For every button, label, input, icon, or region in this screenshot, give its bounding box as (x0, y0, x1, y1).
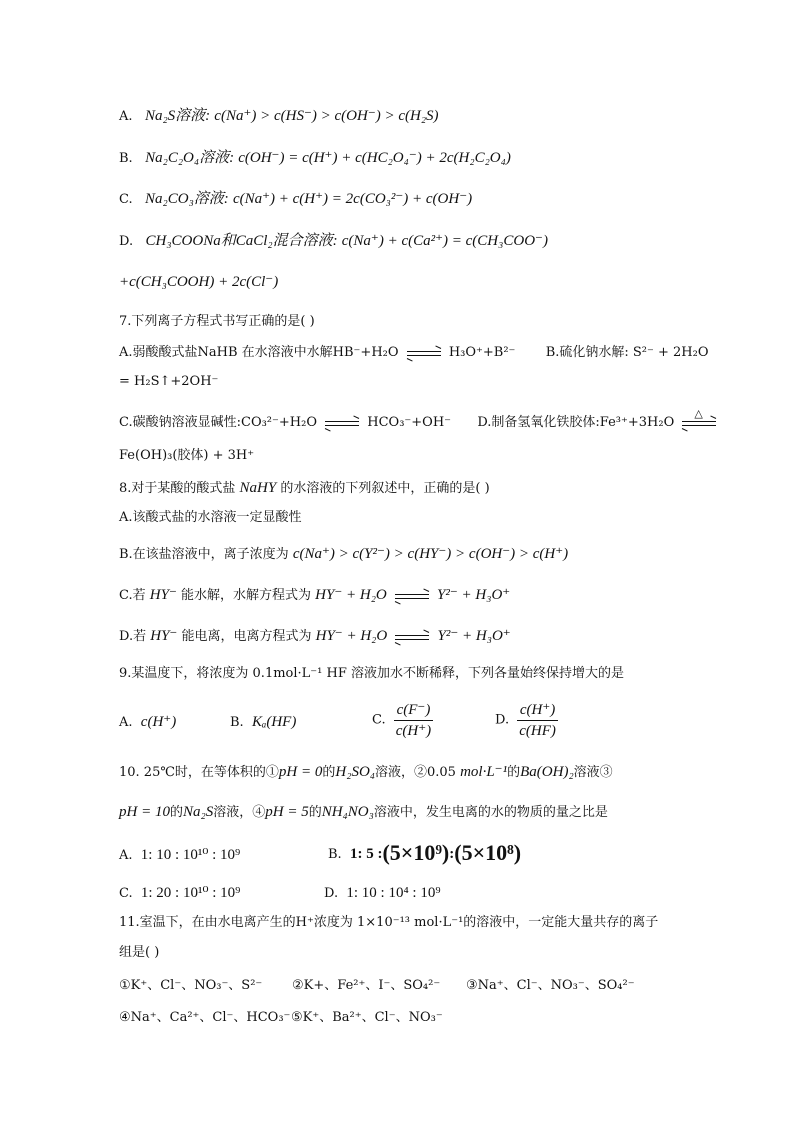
q10-option-a: A. 1: 10 : 10¹⁰ : 10⁹ (119, 847, 241, 863)
q11-option-2: ②K+、Fe²⁺、I⁻、SO₄²⁻ (292, 978, 441, 993)
q9-option-b: B. Kₐ(HF) (230, 714, 297, 730)
q6-option-a: A. Na₂S溶液: c(Na⁺) > c(HS⁻) > c(OH⁻) > c(H₂S) (119, 108, 439, 124)
q11-stem-line2: 组是( ) (119, 945, 160, 960)
delta-symbol: △ (694, 406, 703, 420)
q9-option-d: D. $\frac{c(H^+)}{c(HF)}$ (495, 702, 556, 739)
q10-options-ab (119, 840, 684, 871)
q8-option-c: C.若 HY⁻ 能水解，水解方程式为 HY⁻ + H₂O Y²⁻ + H₃O⁺ (119, 587, 511, 603)
q6-option-b: B. Na₂C₂O₄溶液: c(OH⁻) = c(H⁺) + c(HC₂O₄⁻) + 2c(H₂C₂O₄) (119, 150, 511, 166)
equilibrium-arrow-icon (407, 348, 441, 358)
q8-option-a: A.该酸式盐的水溶液一定显酸性 (119, 510, 302, 525)
q10-option-d: D. 1: 10 : 10⁴ : 10⁹ (324, 885, 441, 901)
q11-option-4: ④Na⁺、Ca²⁺、Cl⁻、HCO₃⁻ (119, 1010, 291, 1025)
q10-option-b: B. 1: 5 :(5×10⁹):(5×10⁸) (328, 840, 522, 865)
equilibrium-arrow-icon (325, 418, 359, 428)
equilibrium-arrow-icon (395, 591, 429, 601)
q9-option-c: C. $\frac{c(F^-)}{c(H^+)}$ (372, 702, 432, 739)
q10-option-c: C. 1: 20 : 10¹⁰ : 10⁹ (119, 885, 241, 901)
equilibrium-arrow-icon (395, 632, 429, 642)
q11-option-5: ⑤K⁺、Ba²⁺、Cl⁻、NO₃⁻ (291, 1010, 443, 1025)
q9-options (119, 700, 684, 744)
q10-stem-line1: 10. 25℃时，在等体积的①pH = 0的H₂SO₄溶液，②0.05 mol·L⁻¹的Ba(OH)₂溶液③ (119, 764, 613, 780)
q11-stem-line1: 11.室温下，在由水电离产生的H⁺浓度为 1×10⁻¹³ mol·L⁻¹的溶液中，一定能大量共存的离子 (119, 915, 659, 930)
q6-option-c: C. Na₂CO₃溶液: c(Na⁺) + c(H⁺) = 2c(CO₃²⁻) + c(OH⁻) (119, 191, 473, 207)
q9-option-a: A. c(H⁺) (119, 714, 177, 730)
q10-stem-line2: pH = 10的Na₂S溶液，④pH = 5的NH₄NO₃溶液中，发生电离的水的物质的量之比是 (119, 804, 608, 820)
q8-stem: 8.对于某酸的酸式盐 NaHY 的水溶液的下列叙述中，正确的是( ) (119, 480, 490, 496)
q8-option-b: B.在该盐溶液中，离子浓度为 c(Na⁺) > c(Y²⁻) > c(HY⁻) > c(OH⁻) > c(H⁺) (119, 546, 569, 562)
q7-option-a-b: A.弱酸酸式盐NaHB 在水溶液中水解HB⁻+H₂O H₃O⁺+B²⁻ B.硫化钠水解: S²⁻ + 2H₂O (119, 345, 709, 360)
q7-stem: 7.下列离子方程式书写正确的是( ) (119, 314, 315, 329)
q6-option-d: D. CH₃COONa和CaCl₂混合溶液: c(Na⁺) + c(Ca²⁺) = c(CH₃COO⁻) (119, 233, 548, 249)
q11-option-3: ③Na⁺、Cl⁻、NO₃⁻、SO₄²⁻ (466, 978, 635, 993)
q8-option-d: D.若 HY⁻ 能电离，电离方程式为 HY⁻ + H₂O Y²⁻ + H₃O⁺ (119, 628, 511, 644)
q11-option-1: ①K⁺、Cl⁻、NO₃⁻、S²⁻ (119, 978, 263, 993)
q7-option-b-continued: = H₂S↑+2OH⁻ (119, 374, 219, 389)
q7-option-c-d: C.碳酸钠溶液显碱性:CO₃²⁻+H₂O HCO₃⁻+OH⁻ D.制备氢氧化铁胶体:Fe³⁺+3H₂O △ (119, 413, 684, 433)
fraction: $\frac{c(H^+)}{c(HF)}$ (519, 702, 556, 739)
equilibrium-arrow-icon (682, 406, 716, 428)
q9-stem: 9.某温度下，将浓度为 0.1mol·L⁻¹ HF 溶液加水不断稀释，下列各量始终保持增大的是 (119, 666, 624, 681)
fraction: $\frac{c(F^-)}{c(H^+)}$ (395, 702, 432, 739)
q6-option-d-continued: +c(CH₃COOH) + 2c(Cl⁻) (119, 274, 279, 290)
q7-option-d-continued: Fe(OH)₃(胶体) + 3H⁺ (119, 448, 255, 463)
